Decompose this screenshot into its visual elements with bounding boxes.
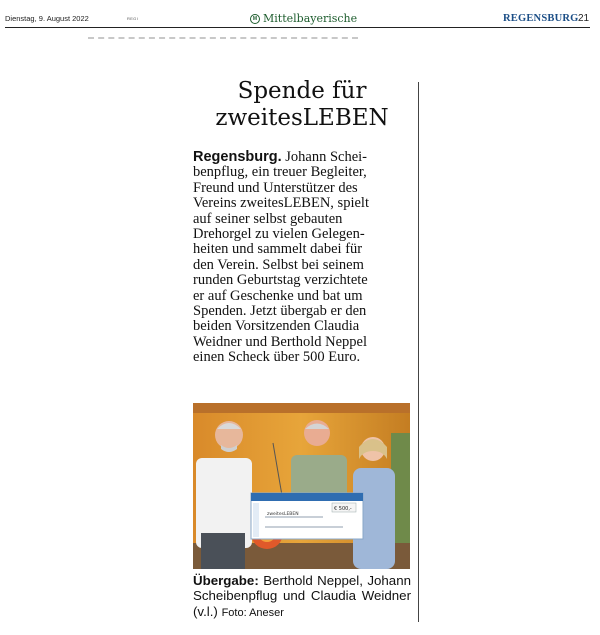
headline-line-1: Spende für <box>237 78 367 104</box>
body-line: benpflug, ein treuer Begleiter, <box>193 164 367 181</box>
article-body <box>193 150 406 366</box>
brand-logo-icon: M <box>250 14 260 24</box>
body-line: Freund und Unterstützer des <box>193 179 358 196</box>
caption-lead: Übergabe: <box>193 573 259 588</box>
newspaper-brand <box>250 12 357 25</box>
body-line: Vereins zweitesLEBEN, spielt <box>193 195 369 212</box>
body-line: heiten und sammelt dabei für <box>193 241 363 258</box>
cheque-amount: € 500,- <box>334 506 352 512</box>
issue-date: Dienstag, 9. August 2022 <box>5 14 89 23</box>
column-divider <box>418 82 419 622</box>
section-title: REGENSBURG <box>503 13 579 24</box>
photo-caption <box>193 573 411 621</box>
brand-name: Mittelbayerische <box>263 12 358 25</box>
body-line: Johann Schei- <box>285 149 367 165</box>
body-line: er auf Geschenke und bat um <box>193 287 363 304</box>
body-line: einen Scheck über 500 Euro. <box>193 349 361 366</box>
body-line: Drehorgel zu vielen Gelegen- <box>193 226 365 243</box>
header-rule <box>5 27 590 28</box>
header-tag: REGI <box>127 16 138 21</box>
headline-line-2: zweitesLEBEN <box>215 105 389 131</box>
faded-rule <box>88 37 358 39</box>
body-line: auf seiner selbst gebauten <box>193 210 343 227</box>
page-header <box>0 0 600 30</box>
body-line: den Verein. Selbst bei seinem <box>193 256 364 273</box>
body-line: Spenden. Jetzt übergab er den <box>193 303 367 320</box>
body-line: beiden Vorsitzenden Claudia <box>193 318 360 335</box>
page-number: 21 <box>578 13 590 24</box>
body-line: runden Geburtstag verzichtete <box>193 272 368 289</box>
body-line: Weidner und Berthold Neppel <box>193 333 367 350</box>
caption-text: Berthold Neppel, Johann Scheibenpflug und Claudia Weidner (v.l.) <box>193 573 411 619</box>
cheque-payee: zweitesLEBEN <box>267 512 299 517</box>
article-dateline: Regensburg. <box>193 149 282 165</box>
article-headline <box>192 78 412 132</box>
photo-credit: Foto: Aneser <box>221 606 284 619</box>
article-photo <box>193 403 410 569</box>
